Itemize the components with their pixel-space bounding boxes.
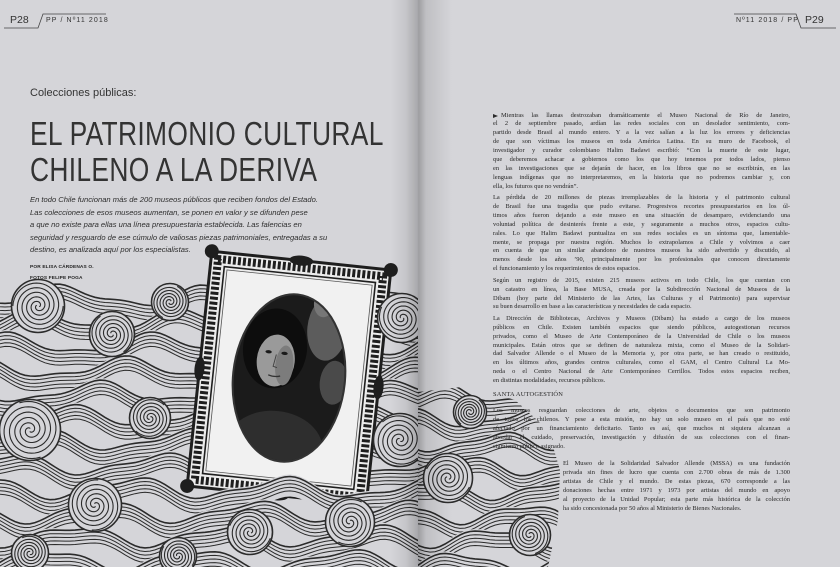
body-line: de todos los chilenos. Y pese a esta misión, no hay un solo museo en el país que no esté xyxy=(493,415,790,423)
body-line: El Museo de la Solidaridad Salvador Allende (MSSA) es una fundación xyxy=(563,460,790,468)
body-line: timos años fueron dejando a este museo en una situación de desamparo, evidenciando una xyxy=(493,211,790,219)
body-line: Mientras las llamas destrozaban dramáticamente el Museo Nacional de Río de Janeiro, xyxy=(501,111,790,119)
intro-line: Las colecciones de esos museos aumentan, se ponen en valor y se difunden pese xyxy=(30,207,308,217)
intro-line: seguridad y resguardo de ese cúmulo de valiosas piezas patrimoniales, entregadas a su xyxy=(30,232,328,242)
photo-credit: FOTOS FELIPE POGA xyxy=(30,276,83,281)
body-line: el funcionamiento y los requerimientos de estos espacios. xyxy=(493,265,640,273)
byline: POR ELISA CÁRDENAS O. xyxy=(30,265,94,270)
page-number-left: P28 xyxy=(10,14,29,26)
body-line: neda o el Centro Nacional de Arte Contemporáneo Cerrillos. Todos estos espacios reciben, xyxy=(493,368,790,376)
body-line: públicos en Chile. Existen también espacios que siendo públicos, autogestionan recursos xyxy=(493,323,790,331)
body-line: rales. Lo que Halim Badawi puntualiza en sus redes sociales es un síntoma que, lamentable- xyxy=(493,229,790,237)
left-waves xyxy=(0,244,427,567)
body-line: afectado por un financiamiento deficitario. Tanto es así, que muchos ni siquiera alcanzan a xyxy=(493,424,790,432)
body-line: lenguas indígenas que no interpretaremos, en la historia que no podremos cambiar y, con xyxy=(493,173,790,181)
body-line: partido desde Brasil al mundo entero. Y a la vez salían a la luz los errores y deficiencias xyxy=(493,129,790,137)
body-line: su buen desarrollo en base a las características y necesidades de cada espacio. xyxy=(493,303,692,311)
body-paragraph xyxy=(493,194,790,274)
body-line: en cuenta de que un similar abandono de nuestros museos ha sido advertido y discutido, al xyxy=(493,247,790,255)
body-paragraph xyxy=(493,407,790,451)
body-line: ella, los futuros que no vendrán”. xyxy=(493,182,579,190)
body-line: en distintas modalidades, recursos públicos. xyxy=(493,377,606,385)
wave-curl-crest xyxy=(326,498,375,547)
body-line: La Dirección de Bibliotecas, Archivos y Museos (Dibam) ha estado a cargo de los museos xyxy=(493,314,790,322)
body-line: mente, se propaga por nuestra región. Muchos lo extrapolamos a Chile y volvimos a caer xyxy=(493,238,790,246)
body-line: La pérdida de 20 millones de piezas irremplazables de la historia y el patrimonio cultural xyxy=(493,194,790,202)
body-paragraph xyxy=(493,277,790,313)
body-line: artistas de Chile y el mundo. De estas piezas, 670 corresponde a las xyxy=(563,478,790,486)
body-line: abordar el cuidado, preservación, investigación y difusión de sus colecciones con el finan- xyxy=(493,433,790,441)
page-number-right: P29 xyxy=(805,14,824,26)
article-intro xyxy=(30,194,400,257)
article-title xyxy=(30,116,384,188)
body-line: privada sin fines de lucro que cuenta con 2.700 obras de más de 1.300 xyxy=(563,469,790,477)
title-line-1: EL PATRIMONIO CULTURAL xyxy=(30,115,384,152)
body-line: en los últimos años, grandes centros culturales, como el GAM, el Centro Cultural La Mo- xyxy=(493,359,790,367)
body-line: municipales. Están otros que se definen de naturaleza mixta, como el Museo de la Solidari- xyxy=(493,341,790,349)
body-line: de Brasil fue una tragedia que pudo evitarse. Progresivos recortes presupuestarios en los úl- xyxy=(493,203,790,210)
section-kicker: Colecciones públicas: xyxy=(30,87,137,99)
body-line: Según un registro de 2015, existen 215 museos activos en todo Chile, los que cuentan con xyxy=(493,276,790,284)
running-head-right: Nº11 2018 / PP xyxy=(736,17,799,24)
body-line: el 2 de septiembre pasado, ardían las redes sociales con un desolador sentimiento, com- xyxy=(493,120,790,128)
body-line: ciamiento público asignado. xyxy=(493,442,565,450)
body-line: donaciones hechas entre 1971 y 1973 por artistas del mundo en apoyo xyxy=(563,487,790,495)
portrait-frame xyxy=(179,244,398,513)
wave-curl-crest xyxy=(378,294,427,343)
intro-line: destino, es analizada aquí por los especialistas. xyxy=(30,245,191,254)
body-line: menos desde los años ’90, principalmente por los profesionales que conocen directamente xyxy=(493,256,790,264)
play-triangle-icon xyxy=(493,114,498,118)
body-line: investigador y curador colombiano Halim Badawi escribió: “Con la muerte de este lugar, xyxy=(493,147,790,155)
body-line: voluntad política de desinterés frente a este, y seguramente a muchos otros, espacios cultu- xyxy=(493,220,790,228)
body-line: Dibam (hoy parte del Ministerio de las Artes, las Culturas y el Patrimonio) para supervisar xyxy=(493,294,790,302)
body-line: un catastro en línea, la Base MUSA, creada por la Subdirección Nacional de Museos de la xyxy=(493,285,790,293)
header-rules xyxy=(4,14,836,28)
body-line: al proyecto de la Unidad Popular; esta parte más histórica de la colección xyxy=(563,496,790,504)
body-line: de que son víctimas los museos en toda América Latina. En su muro de Facebook, el xyxy=(493,138,790,146)
body-line: que deberemos achacar a gobiernos como los que hoy tenemos por todos lados, pienso xyxy=(493,155,790,163)
body-paragraph xyxy=(493,112,790,192)
intro-line: a que no existe para ellas una línea presupuestaria establecida. Las falencias en xyxy=(30,220,302,229)
body-line: ha sido concesionada por 50 años al Ministerio de Bienes Nacionales. xyxy=(563,504,742,512)
body-line: dad Salvador Allende o el Museo de la Memoria y, por otra parte, se han creado o restituido, xyxy=(493,350,790,358)
section-subhead: SANTA AUTOGESTIÓN xyxy=(493,391,564,398)
body-line: en las investigaciones que se dejarán de hacer, en los libros que no se escribirán, en las xyxy=(493,164,790,172)
title-line-2: CHILENO A LA DERIVA xyxy=(30,151,318,188)
intro-line: En todo Chile funcionan más de 200 museos públicos que reciben fondos del Estado. xyxy=(30,195,318,204)
body-line: Los museos resguardan colecciones de arte, objetos o documentos que son patrimonio xyxy=(493,407,790,414)
body-paragraph xyxy=(563,460,790,513)
body-line: privados, como el Museo de Arte Contemporáneo de la Universidad de Chile o los museos xyxy=(493,332,790,340)
article-credits xyxy=(30,262,94,284)
running-head-left: PP / Nº11 2018 xyxy=(46,17,109,24)
article-body xyxy=(493,112,790,517)
body-paragraph xyxy=(493,315,790,386)
